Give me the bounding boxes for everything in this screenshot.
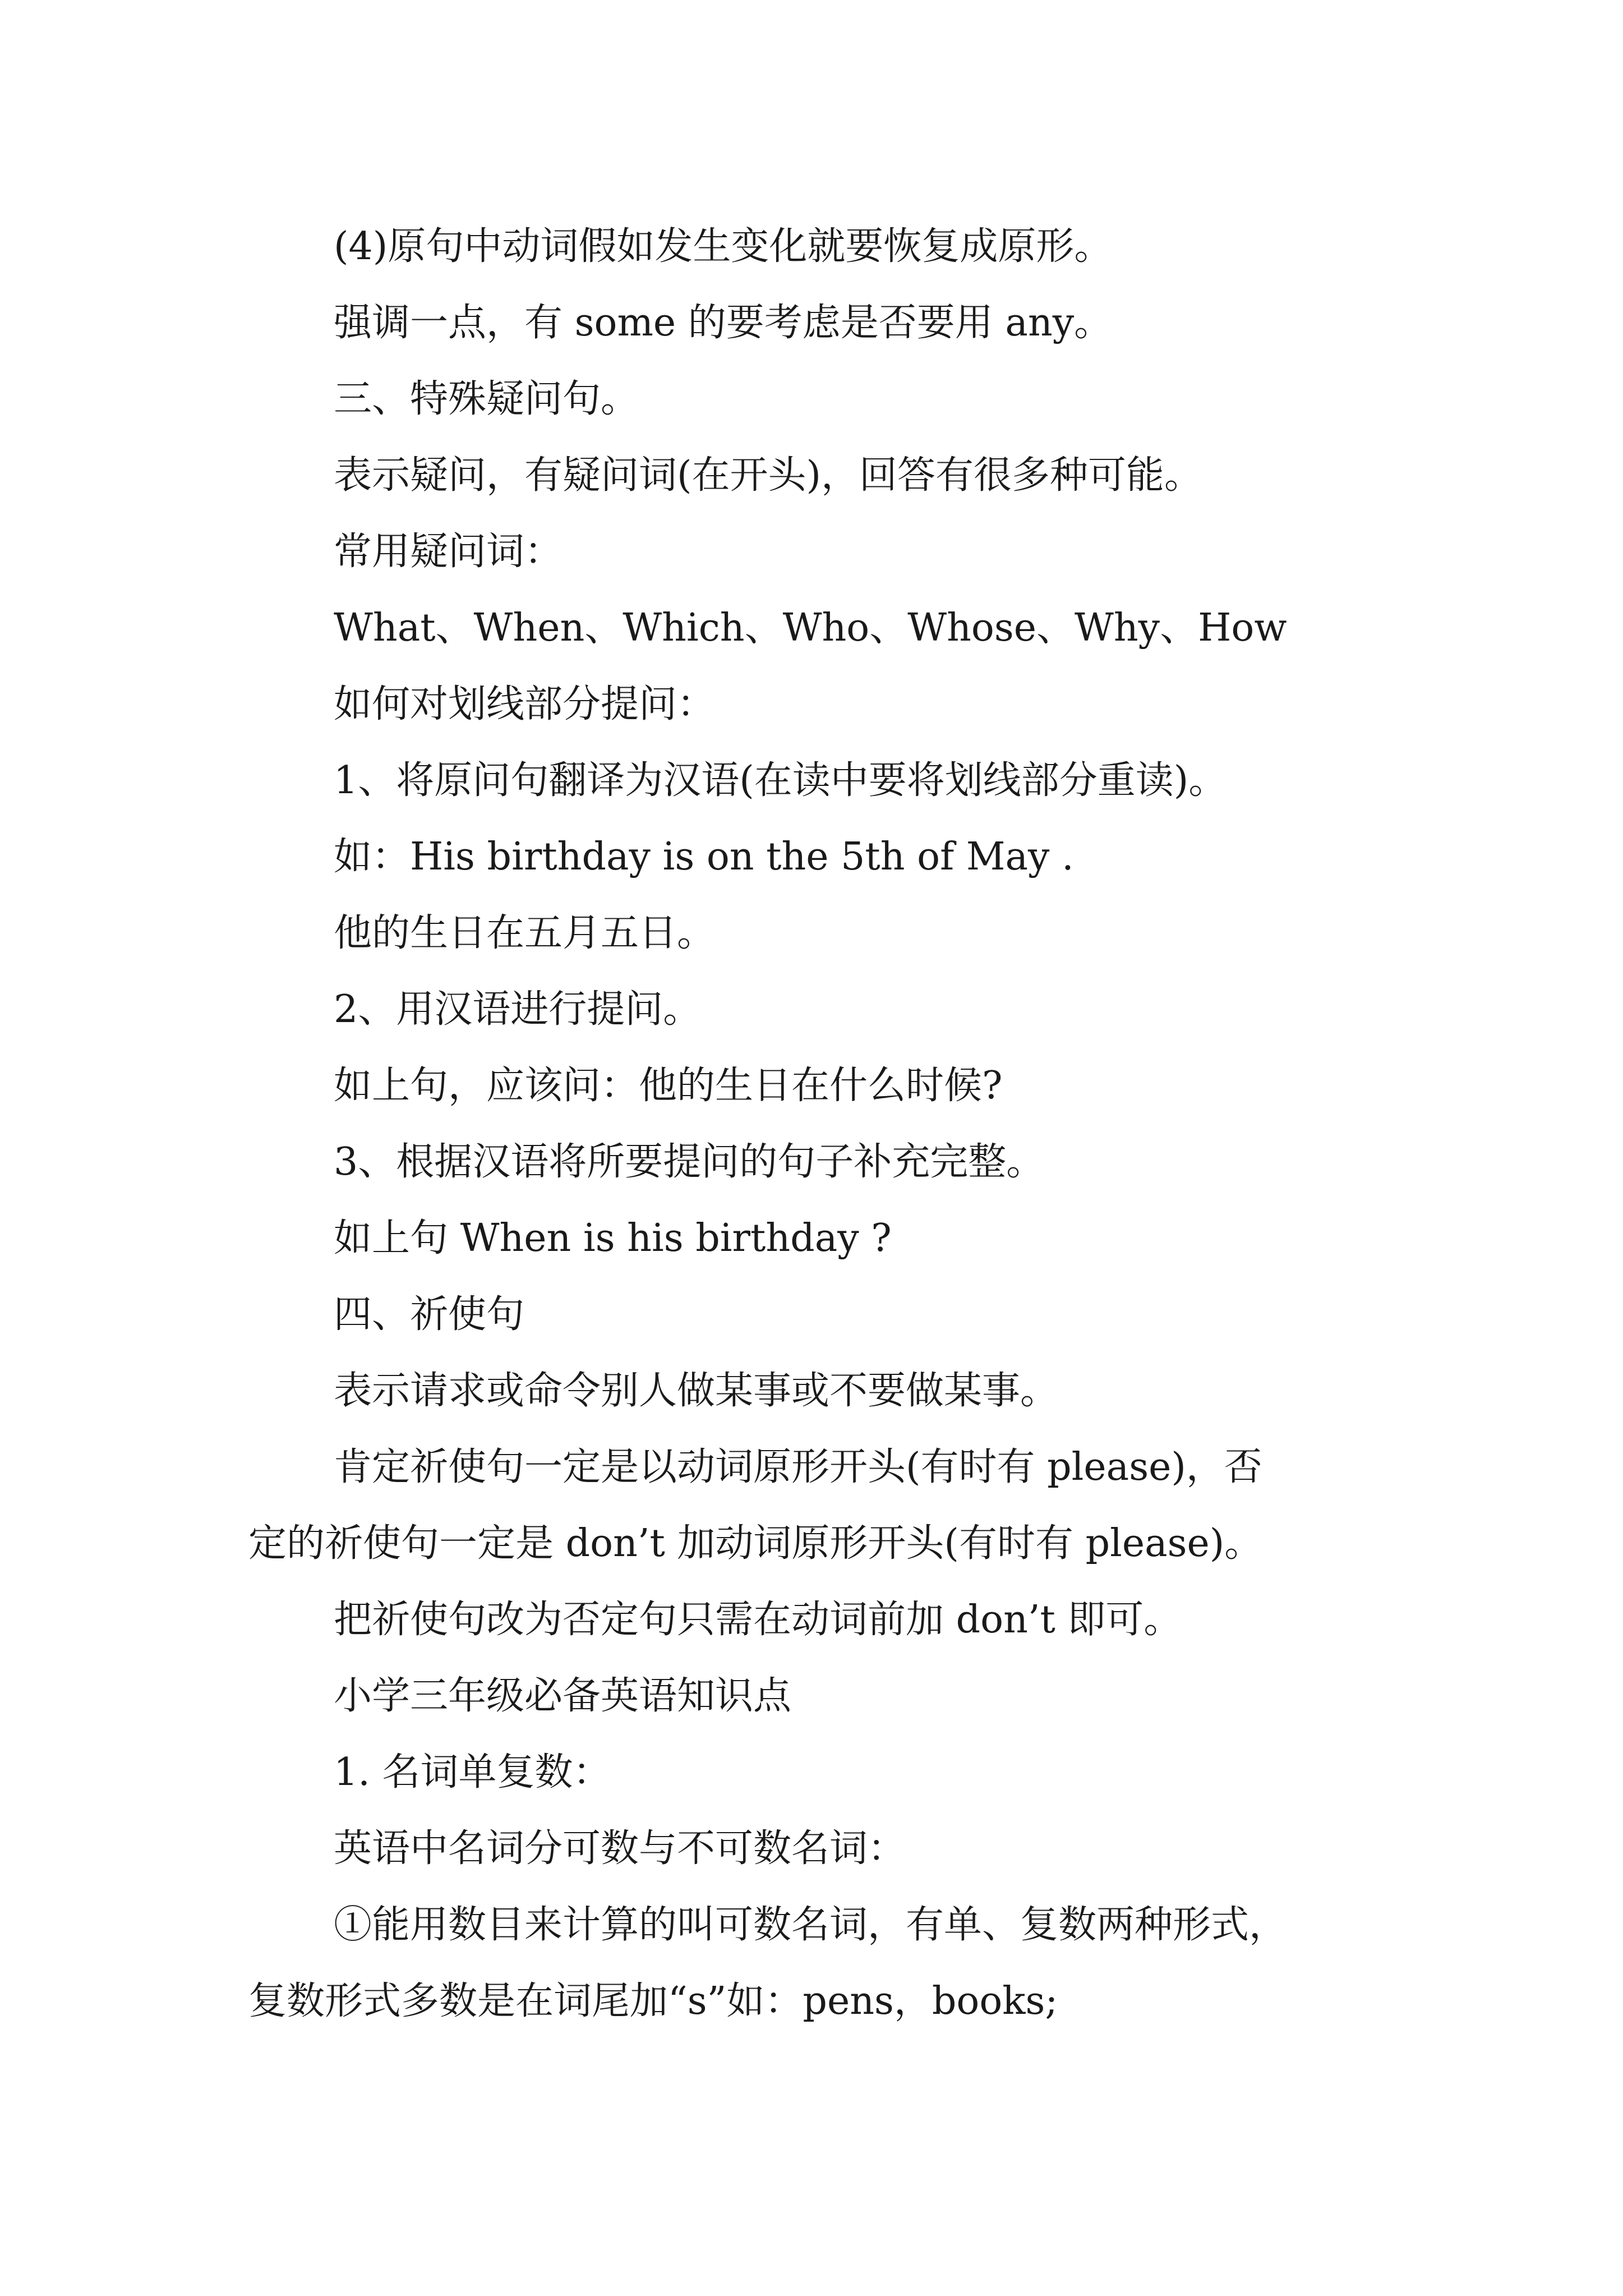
paragraph-line: 英语中名词分可数与不可数名词：: [334, 1826, 906, 1871]
paragraph-line: 如：His birthday is on the 5th of May .: [334, 835, 1074, 879]
paragraph-line: 常用疑问词：: [334, 530, 563, 574]
section-heading: 三、特殊疑问句。: [334, 377, 639, 421]
paragraph-line: 肯定祈使句一定是以动词原形开头(有时有 please)，否: [334, 1445, 1262, 1489]
paragraph-line: What、When、Which、Who、Whose、Why、How: [334, 606, 1287, 650]
paragraph-line: 强调一点，有 some 的要考虑是否要用 any。: [334, 301, 1113, 345]
paragraph-line: 复数形式多数是在词尾加“s”如：pens，books;: [248, 1979, 1058, 2023]
paragraph-line: 定的祈使句一定是 don’t 加动词原形开头(有时有 please)。: [248, 1521, 1263, 1566]
section-heading: 四、祈使句: [334, 1292, 525, 1337]
paragraph-line: 表示请求或命令别人做某事或不要做某事。: [334, 1369, 1059, 1413]
paragraph-line: 2、用汉语进行提问。: [334, 987, 702, 1032]
paragraph-line: 如上句，应该问：他的生日在什么时候?: [334, 1064, 1003, 1108]
paragraph-line: 如上句 When is his birthday ?: [334, 1216, 892, 1260]
paragraph-line: 1、将原问句翻译为汉语(在读中要将划线部分重读)。: [334, 758, 1227, 803]
paragraph-line: 3、根据汉语将所要提问的句子补充完整。: [334, 1140, 1045, 1184]
paragraph-line: 他的生日在五月五日。: [334, 911, 716, 955]
document-body: [248, 209, 1415, 2040]
paragraph-line: 如何对划线部分提问：: [334, 682, 716, 726]
paragraph-line: 表示疑问，有疑问词(在开头)，回答有很多种可能。: [334, 453, 1203, 498]
paragraph-line: 1. 名词单复数：: [334, 1750, 611, 1795]
paragraph-line: ①能用数目来计算的叫可数名词，有单、复数两种形式，: [334, 1903, 1288, 1947]
section-heading: 小学三年级必备英语知识点: [334, 1674, 792, 1718]
paragraph-line: (4)原句中动词假如发生变化就要恢复成原形。: [334, 224, 1113, 269]
paragraph-line: 把祈使句改为否定句只需在动词前加 don’t 即可。: [334, 1598, 1182, 1642]
